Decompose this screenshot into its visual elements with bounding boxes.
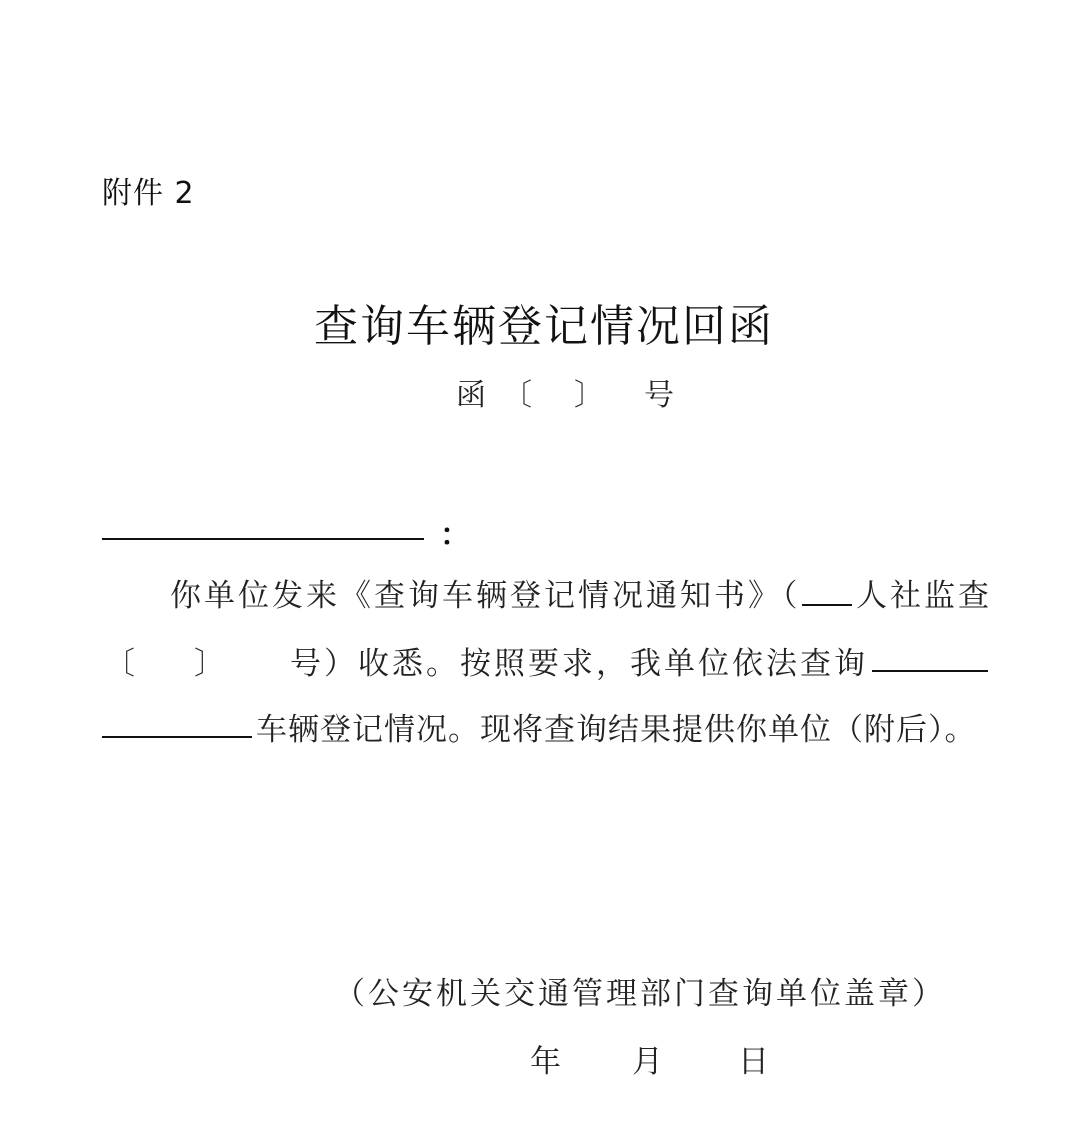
- body-line-1: 你单位发来《查询车辆登记情况通知书》（: [170, 578, 801, 614]
- query-target-blank-2: [102, 736, 252, 738]
- document-title: 查询车辆登记情况回函: [314, 301, 774, 352]
- salutation-colon: ：: [440, 518, 470, 553]
- body-line-2-right-bracket: 〕: [194, 646, 228, 682]
- body-line-1-end: 人社监查: [856, 578, 992, 614]
- doc-number-prefix: 函: [456, 378, 486, 413]
- body-line-2: 号）收悉。按照要求，我单位依法查询: [290, 646, 868, 682]
- body-line-2-left-bracket: 〔: [104, 646, 138, 682]
- doc-number-suffix: 号: [644, 378, 674, 413]
- seal-note: （公安机关交通管理部门查询单位盖章）: [334, 976, 946, 1012]
- attachment-label: 附件 2: [102, 176, 195, 211]
- department-blank: [802, 604, 852, 606]
- doc-number-left-bracket: 〔: [502, 378, 532, 413]
- body-line-3: 车辆登记情况。现将查询结果提供你单位（附后）。: [256, 712, 977, 748]
- query-target-blank-1: [872, 670, 988, 672]
- date-day: 日: [738, 1044, 769, 1080]
- recipient-blank: [102, 538, 424, 540]
- date-year: 年: [530, 1044, 561, 1080]
- doc-number-right-bracket: 〕: [574, 378, 604, 413]
- date-month: 月: [632, 1044, 663, 1080]
